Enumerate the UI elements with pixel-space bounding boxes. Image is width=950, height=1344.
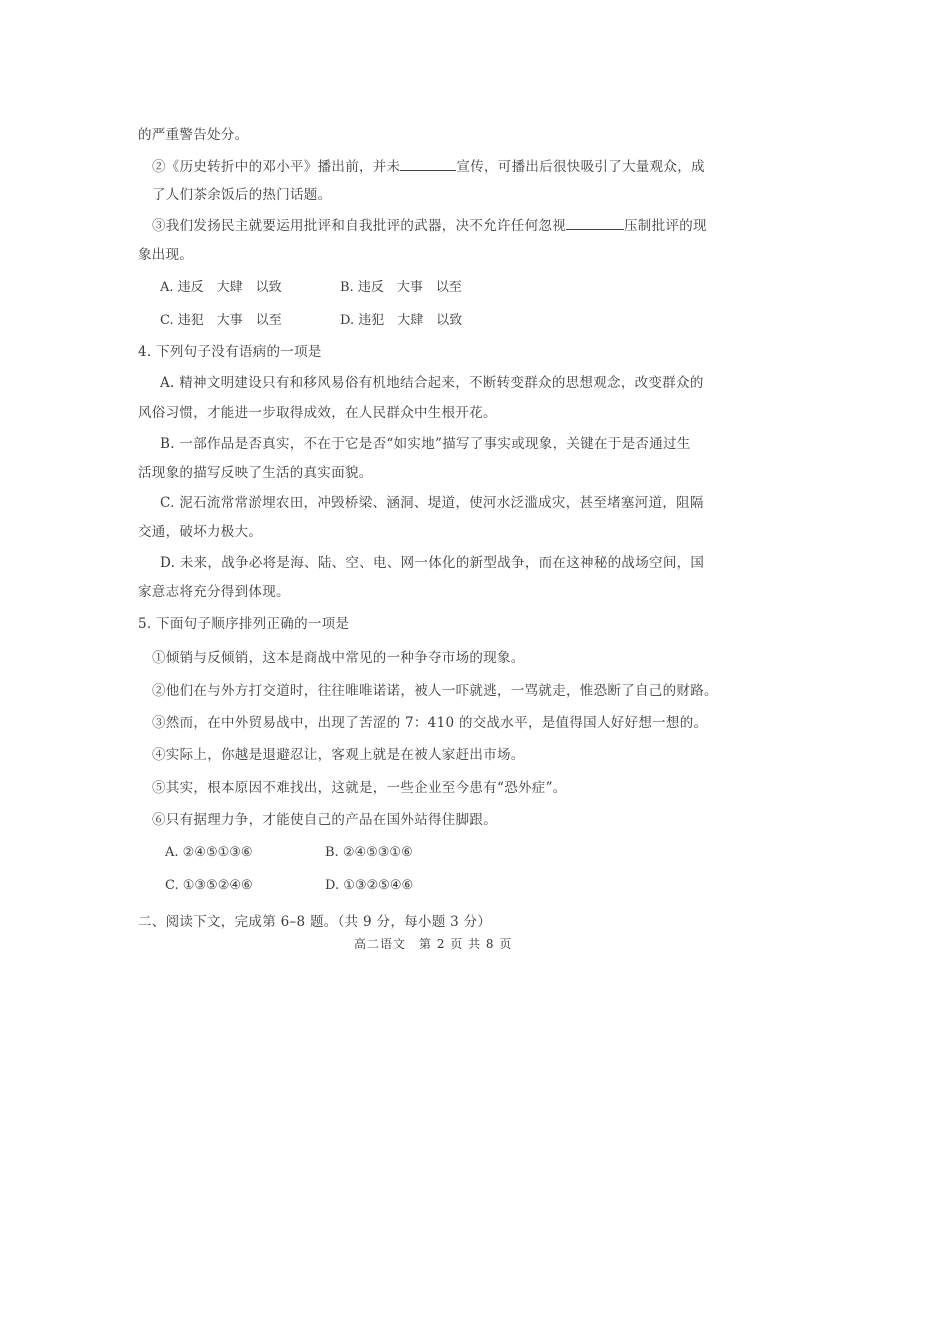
q4-option-d-line2: 家意志将充分得到体现。 — [138, 584, 290, 600]
q3-option-a: A. 违反 大肆 以致 — [160, 280, 282, 295]
q5-sentence-2: ②他们在与外方打交道时，往往唯唯诺诺，被人一吓就逃，一骂就走，惟恐断了自己的财路。 — [152, 683, 718, 699]
q3-sentence-3 — [152, 217, 707, 235]
fill-blank-2 — [566, 217, 624, 230]
q4-option-c-line1: C. 泥石流常常淤埋农田，冲毁桥梁、涵洞、堤道，使河水泛滥成灾，甚至堵塞河道，阻隔 — [160, 495, 704, 511]
q4-option-a-line1: A. 精神文明建设只有和移风易俗有机地结合起来，不断转变群众的思想观念，改变群众的 — [160, 375, 704, 391]
q4-stem: 4. 下列句子没有语病的一项是 — [138, 344, 322, 360]
q4-option-c-line2: 交通，破坏力极大。 — [138, 524, 263, 540]
q3-s2-part-a: ②《历史转折中的邓小平》播出前，并未 — [152, 159, 401, 175]
q4-option-b-line1: B. 一部作品是否真实，不在于它是否“如实地”描写了事实或现象，关键在于是否通过生 — [160, 436, 691, 452]
q5-option-b: B. ②④⑤③①⑥ — [325, 845, 413, 860]
q4-option-a-line2: 风俗习惯，才能进一步取得成效，在人民群众中生根开花。 — [138, 405, 497, 421]
q3-sentence-2 — [152, 158, 705, 176]
q3-tail-line: 的严重警告处分。 — [138, 127, 249, 143]
q5-stem: 5. 下面句子顺序排列正确的一项是 — [138, 616, 350, 632]
page-footer: 高二语文 第 2 页 共 8 页 — [354, 937, 513, 951]
q5-sentence-4: ④实际上，你越是退避忍让，客观上就是在被人家赶出市场。 — [152, 747, 525, 763]
q4-option-b-line2: 活现象的描写反映了生活的真实面貌。 — [138, 465, 373, 481]
q3-s3-part-b: 压制批评的现 — [624, 218, 707, 234]
q3-option-d: D. 违犯 大肆 以致 — [340, 313, 463, 328]
q3-s2-part-c: 了人们茶余饭后的热门话题。 — [152, 187, 332, 203]
q5-sentence-3: ③然而，在中外贸易战中，出现了苦涩的 7：410 的交战水平，是值得国人好好想一想的。 — [152, 715, 708, 731]
q5-sentence-1: ①倾销与反倾销，这本是商战中常见的一种争夺市场的现象。 — [152, 650, 525, 666]
q5-sentence-5: ⑤其实，根本原因不难找出，这就是，一些企业至今患有“恐外症”。 — [152, 780, 567, 796]
section-2-heading: 二、阅读下文，完成第 6–8 题。（共 9 分，每小题 3 分） — [138, 914, 492, 930]
q3-s3-part-c: 象出现。 — [138, 247, 194, 263]
q3-s2-part-b: 宣传，可播出后很快吸引了大量观众，成 — [456, 159, 705, 175]
q5-option-d: D. ①③②⑤④⑥ — [325, 878, 414, 893]
q3-option-b: B. 违反 大事 以至 — [340, 280, 462, 295]
q3-option-c: C. 违犯 大事 以至 — [160, 313, 282, 328]
q5-option-c: C. ①③⑤②④⑥ — [165, 878, 253, 893]
fill-blank-1 — [400, 158, 456, 171]
q5-sentence-6: ⑥只有据理力争，才能使自己的产品在国外站得住脚跟。 — [152, 812, 497, 828]
q5-option-a: A. ②④⑤①③⑥ — [165, 845, 253, 860]
q4-option-d-line1: D. 未来，战争必将是海、陆、空、电、网一体化的新型战争，而在这神秘的战场空间，国 — [160, 555, 705, 571]
q3-s3-part-a: ③我们发扬民主就要运用批评和自我批评的武器，决不允许任何忽视 — [152, 218, 566, 234]
